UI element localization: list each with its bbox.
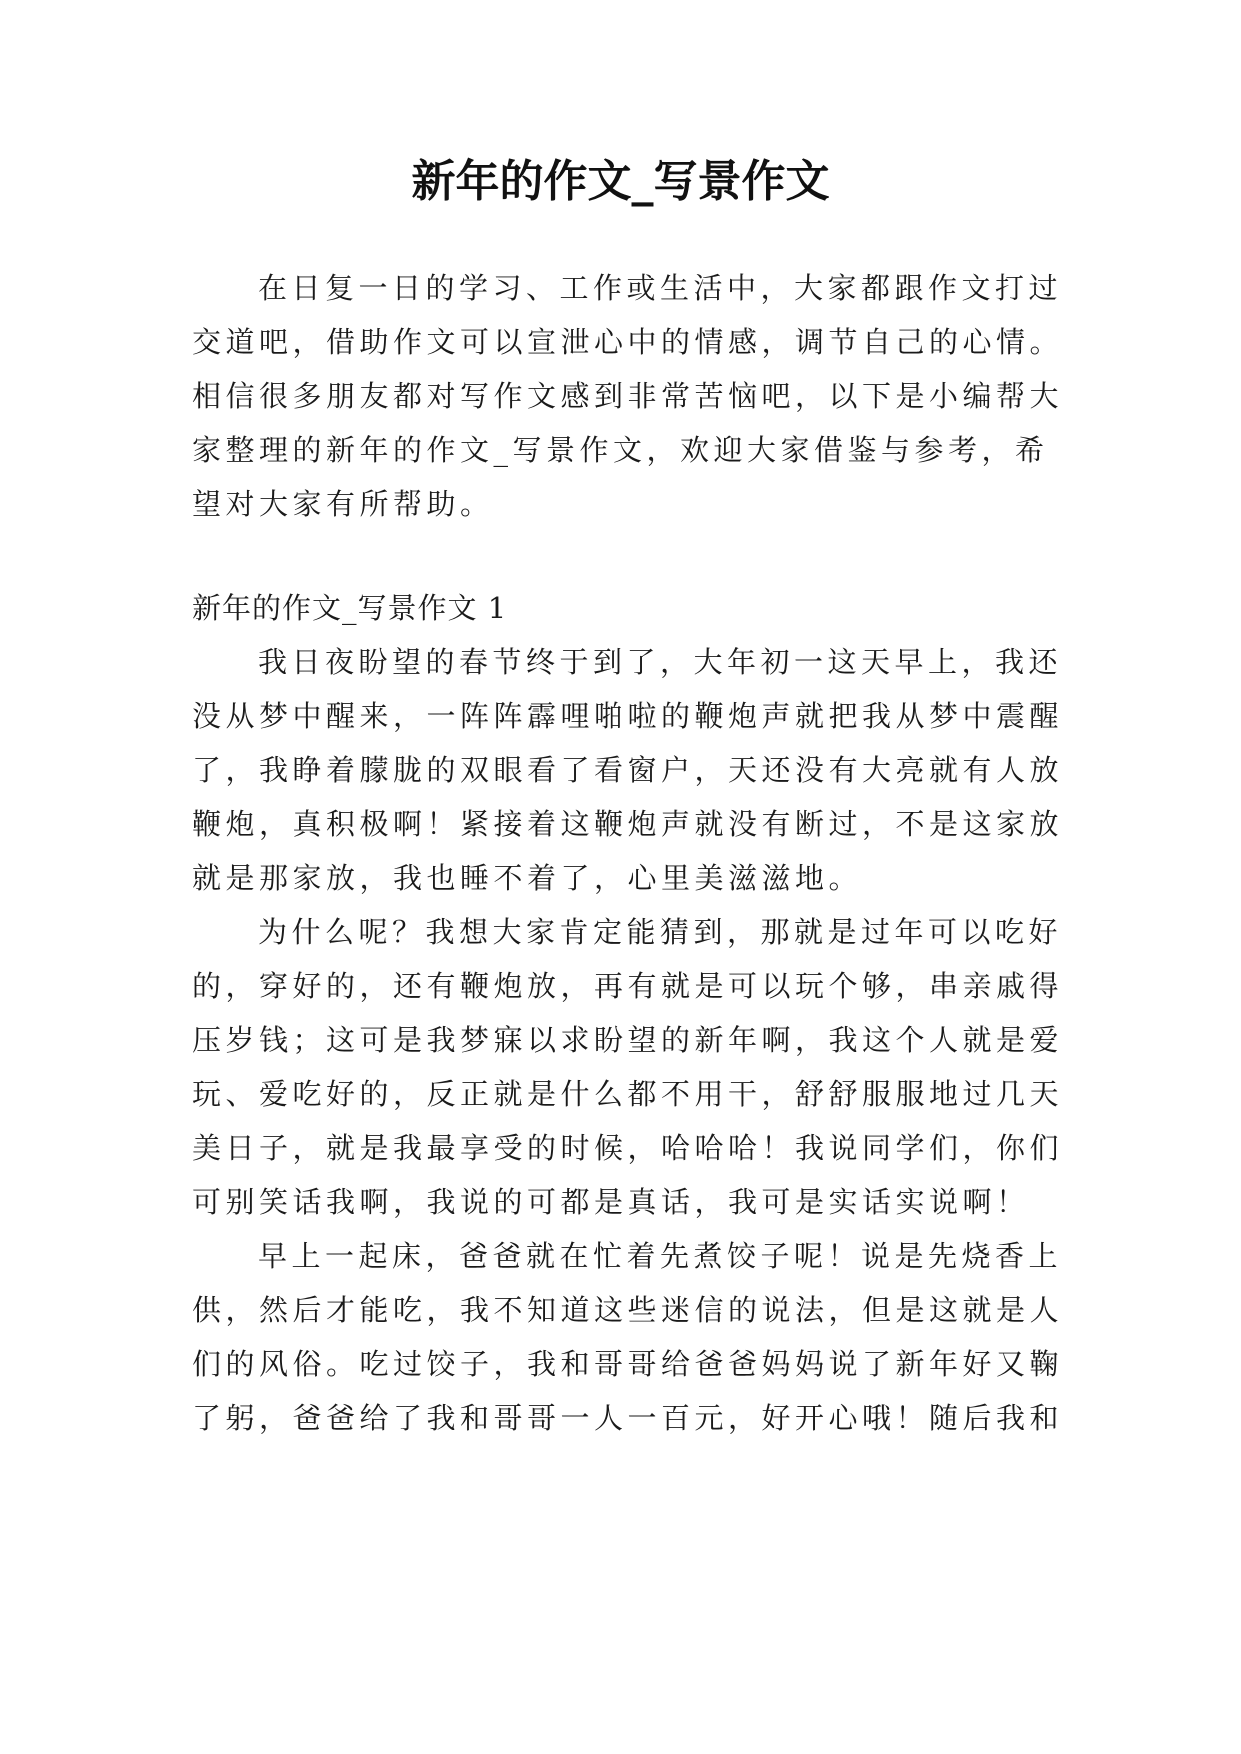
intro-line: 相信很多朋友都对写作文感到非常苦恼吧，以下是小编帮大 — [192, 379, 1064, 413]
paragraph-line: 就是那家放，我也睡不着了，心里美滋滋地。 — [192, 861, 863, 895]
paragraph-line: 的，穿好的，还有鞭炮放，再有就是可以玩个够，串亲戚得 — [192, 969, 1064, 1003]
intro-line: 望对大家有所帮助。 — [192, 487, 494, 521]
intro-line: 在日复一日的学习、工作或生活中，大家都跟作文打过 — [258, 271, 1063, 305]
paragraph-line: 可别笑话我啊，我说的可都是真话，我可是实话实说啊！ — [192, 1185, 1030, 1219]
paragraph-line: 美日子，就是我最享受的时候，哈哈哈！我说同学们，你们 — [192, 1131, 1064, 1165]
paragraph-line: 了，我睁着朦胧的双眼看了看窗户，天还没有大亮就有人放 — [192, 753, 1064, 787]
paragraph-line: 们的风俗。吃过饺子，我和哥哥给爸爸妈妈说了新年好又鞠 — [192, 1347, 1064, 1381]
paragraph-line: 没从梦中醒来，一阵阵霹哩啪啦的鞭炮声就把我从梦中震醒 — [192, 699, 1064, 733]
paragraph-line: 压岁钱；这可是我梦寐以求盼望的新年啊，我这个人就是爱 — [192, 1023, 1064, 1057]
intro-line: 家整理的新年的作文_写景作文，欢迎大家借鉴与参考，希 — [192, 433, 1049, 467]
paragraph-line: 鞭炮，真积极啊！紧接着这鞭炮声就没有断过，不是这家放 — [192, 807, 1064, 841]
paragraph-line: 早上一起床，爸爸就在忙着先煮饺子呢！说是先烧香上 — [258, 1239, 1063, 1273]
intro-line: 交道吧，借助作文可以宣泄心中的情感，调节自己的心情。 — [192, 325, 1064, 359]
paragraph-line: 我日夜盼望的春节终于到了，大年初一这天早上，我还 — [258, 645, 1063, 679]
paragraph-line: 供，然后才能吃，我不知道这些迷信的说法，但是这就是人 — [192, 1293, 1064, 1327]
document-title: 新年的作文_写景作文 — [411, 156, 830, 207]
section-heading: 新年的作文_写景作文 1 — [192, 591, 508, 625]
paragraph-line: 了躬，爸爸给了我和哥哥一人一百元，好开心哦！随后我和 — [192, 1401, 1064, 1435]
paragraph-line: 玩、爱吃好的，反正就是什么都不用干，舒舒服服地过几天 — [192, 1077, 1064, 1111]
paragraph-line: 为什么呢？我想大家肯定能猜到，那就是过年可以吃好 — [258, 915, 1063, 949]
